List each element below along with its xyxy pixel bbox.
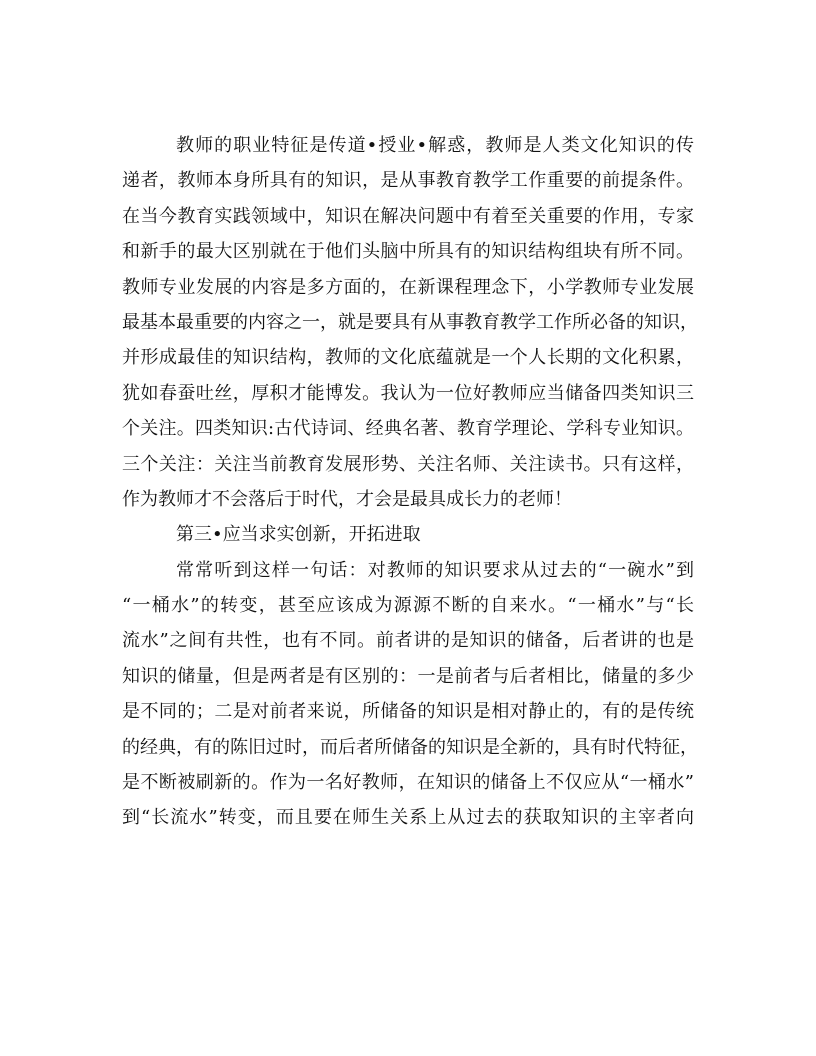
text-line: 的经典，有的陈旧过时，而后者所储备的知识是全新的，具有时代特征， [122,736,698,758]
paragraph-teacher-knowledge [122,128,698,517]
document-body [122,128,698,836]
text-line: 流水”之间有共性，也有不同。前者讲的是知识的储备，后者讲的也是 [122,630,694,652]
paragraph-water-metaphor [122,553,698,836]
text-line: 教师的职业特征是传道•授业•解惑，教师是人类文化知识的传 [176,135,694,156]
text-line: “一桶水”的转变，甚至应该成为源源不断的自来水。“一桶水”与“长 [122,595,694,617]
text-line: 教师专业发展的内容是多方面的，在新课程理念下，小学教师专业发展 [122,276,694,298]
text-line: 常常听到这样一句话：对教师的知识要求从过去的“一碗水”到 [176,559,694,581]
text-line: 是不断被刷新的。作为一名好教师，在知识的储备上不仅应从“一桶水” [122,772,694,794]
section-heading: 第三•应当求实创新，开拓进取 [176,524,421,546]
text-line: 是不同的；二是对前者来说，所储备的知识是相对静止的，有的是传统 [122,701,694,723]
text-line: 三个关注：关注当前教育发展形势、关注名师、关注读书。只有这样， [122,453,694,475]
text-line: 到“长流水”转变，而且要在师生关系上从过去的获取知识的主宰者向 [122,807,694,829]
text-line: 个关注。四类知识:古代诗词、经典名著、教育学理论、学科专业知识。 [122,418,694,440]
text-line: 作为教师才不会落后于时代，才会是最具成长力的老师！ [122,488,572,510]
text-line: 犹如春蚕吐丝，厚积才能博发。我认为一位好教师应当储备四类知识三 [122,382,694,404]
text-line: 并形成最佳的知识结构，教师的文化底蕴就是一个人长期的文化积累， [122,347,694,369]
text-line: 和新手的最大区别就在于他们头脑中所具有的知识结构组块有所不同。 [122,241,694,263]
text-line: 知识的储量，但是两者是有区别的：一是前者与后者相比，储量的多少 [122,665,694,687]
text-line: 在当今教育实践领域中，知识在解决问题中有着至关重要的作用，专家 [122,205,694,227]
section-heading-third [122,517,694,552]
text-line: 最基本最重要的内容之一，就是要具有从事教育教学工作所必备的知识， [122,311,698,333]
text-line: 递者，教师本身所具有的知识，是从事教育教学工作重要的前提条件。 [122,170,694,192]
